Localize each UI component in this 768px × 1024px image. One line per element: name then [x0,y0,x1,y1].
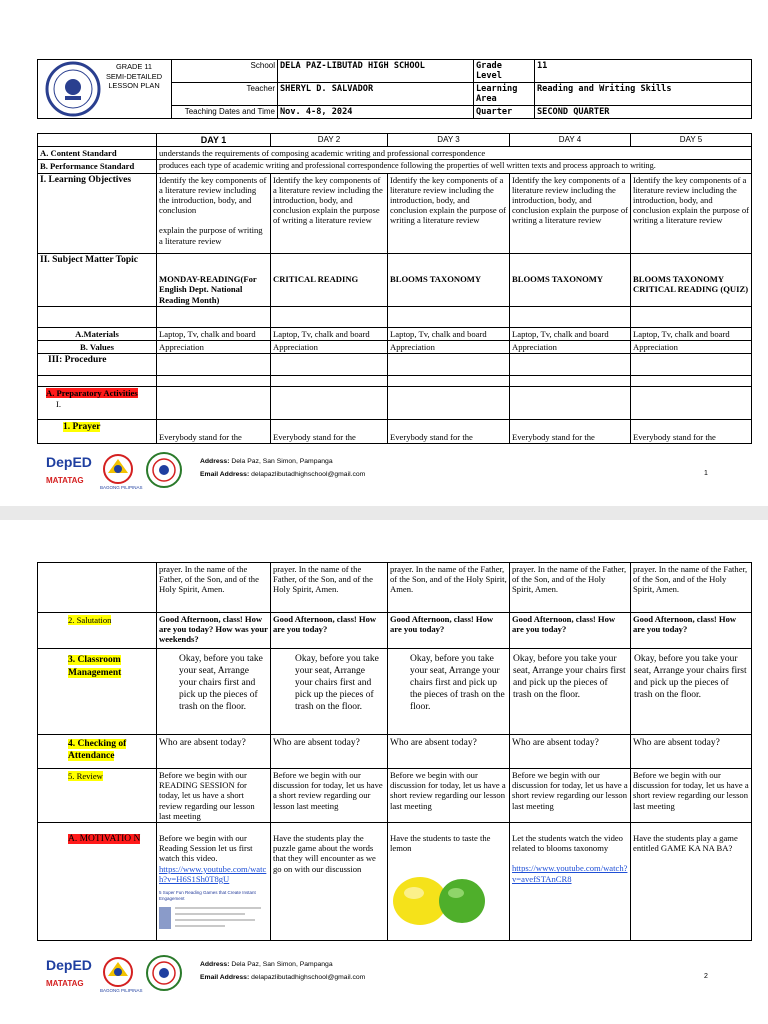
svg-text:BAGONG PILIPINAS: BAGONG PILIPINAS [100,988,143,993]
topic-day-2: CRITICAL READING [271,273,388,306]
email-value: delapazlibutadhighschool@gmail.com [251,974,366,981]
objective-day-1-a: Identify the key components of a literature review including the introduction, body, and conclusion [159,174,267,216]
address-value: Dela Paz, San Simon, Pampanga [231,961,333,968]
prayer-day-5: Everybody stand for the [631,420,752,444]
topic-day-5: BLOOMS TAXONOMY CRITICAL READING (QUIZ) [631,273,752,306]
classroom-day-5: Okay, before you take your seat, Arrange your chairs first and pick up the pieces of trash on the floor. [631,649,752,735]
values-day-1: Appreciation [157,340,271,353]
motivation-day-3 [388,823,510,941]
motivation-day-5: Have the students play a game entitled GAME KA NA BA? [631,823,752,941]
footer-logos [44,954,186,994]
plan-title-1: SEMI-DETAILED [105,71,163,81]
quarter-value: SECOND QUARTER [535,106,752,119]
objective-day-2: Identify the key components of a literature review including the introduction, body, and conclusion explain the purpose of writing a literature review [271,173,388,253]
classroom-day-4: Okay, before you take your seat, Arrange your chairs first and pick up the pieces of trash on the floor. [510,649,631,735]
classroom-management-label: 3. Classroom Management [68,655,122,678]
attendance-day-4: Who are absent today? [510,735,631,769]
materials-day-1: Laptop, Tv, chalk and board [157,327,271,340]
salutation-day-4: Good Afternoon, class! How are you today? [510,613,631,649]
dates-label: Teaching Dates and Time [172,106,278,119]
day-4-header: DAY 4 [510,134,631,147]
prayer-cont-day-3: prayer. In the name of the Father, of the Son, and of the Holy Spirit, Amen. [388,563,510,613]
grade-line: GRADE 11 [115,62,152,71]
grade-level-value: 11 [535,60,752,83]
day-1-header: DAY 1 [157,134,271,147]
school-label: School [172,60,278,83]
svg-text:MATATAG: MATATAG [46,979,84,988]
attendance-day-2: Who are absent today? [271,735,388,769]
dates-value: Nov. 4-8, 2024 [278,106,474,119]
teacher-value: SHERYL D. SALVADOR [278,83,474,106]
classroom-day-3: Okay, before you take your seat, Arrange your chairs first and pick up the pieces of trash on the floor. [388,649,510,735]
review-day-1: Before we begin with our READING SESSION for today, let us have a short review regarding our lesson last meeting [157,769,271,823]
day-2-header: DAY 2 [271,134,388,147]
salutation-day-3: Good Afternoon, class! How are you today? [388,613,510,649]
objective-day-4: Identify the key components of a literature review including the introduction, body, and conclusion explain the purpose of writing a literature review [510,173,631,253]
review-day-3: Before we begin with our discussion for today, let us have a short review regarding our lesson last meeting [388,769,510,823]
day-3-header: DAY 3 [388,134,510,147]
day-5-header: DAY 5 [631,134,752,147]
preparatory-activities-label: A. Preparatory Activities [46,388,138,399]
lemon-lime-image-icon [390,859,490,931]
materials-day-4: Laptop, Tv, chalk and board [510,327,631,340]
salutation-label: 2. Salutation [68,615,112,625]
footer-address-block [200,958,365,984]
attendance-day-3: Who are absent today? [388,735,510,769]
video-thumbnail[interactable] [159,890,268,934]
video-thumbnail-title: 5 Super Fun Reading Games that Create Instant Engagement [159,890,256,901]
preparatory-sub: I. [56,399,62,410]
deped-matatag-logo-icon [44,954,186,994]
attendance-day-1: Who are absent today? [157,735,271,769]
attendance-label: 4. Checking of Attendance [68,739,127,761]
prayer-cont-day-2: prayer. In the name of the Father, of the Son, and of the Holy Spirit, Amen. [271,563,388,613]
materials-day-5: Laptop, Tv, chalk and board [631,327,752,340]
motivation-day-4 [510,823,631,941]
svg-text:DepED: DepED [46,957,92,973]
objective-day-1-b: explain the purpose of writing a literature review [159,225,263,246]
motivation-day-4-text: Let the students watch the video related to blooms taxonomy [512,833,623,854]
quarter-label: Quarter [474,106,535,119]
prayer-day-1: Everybody stand for the [157,420,271,444]
prayer-cont-day-4: prayer. In the name of the Father, of the Son, and of the Holy Spirit, Amen. [510,563,631,613]
footer-logos [44,451,186,491]
page-2 [0,520,768,1024]
values-day-4: Appreciation [510,340,631,353]
materials-day-3: Laptop, Tv, chalk and board [388,327,510,340]
salutation-day-5: Good Afternoon, class! How are you today? [631,613,752,649]
email-value: delapazlibutadhighschool@gmail.com [251,471,366,478]
lesson-table-page-1 [37,133,752,444]
email-label: Email Address: [200,471,250,478]
motivation-day-1-text: Before we begin with our Reading Session let us first watch this video. [159,833,253,864]
grade-level-label: Grade Level [474,60,535,83]
learning-area-value: Reading and Writing Skills [535,83,752,106]
values-day-3: Appreciation [388,340,510,353]
page-number-1: 1 [704,470,708,477]
performance-standard-label: B. Performance Standard [38,160,157,173]
prayer-label: 1. Prayer [63,422,101,433]
motivation-day-3-text: Have the students to taste the lemon [390,833,491,854]
svg-text:MATATAG: MATATAG [46,476,84,485]
procedure-label: III: Procedure [38,354,157,376]
page-number-2: 2 [704,973,708,980]
review-day-5: Before we begin with our discussion for today, let us have a short review regarding our lesson last meeting [631,769,752,823]
prayer-cont-day-1: prayer. In the name of the Father, of the Son, and of the Holy Spirit, Amen. [157,563,271,613]
video-thumbnail-icon [159,903,267,933]
motivation-day-1 [157,823,271,941]
review-day-2: Before we begin with our discussion for today, let us have a short review regarding our lesson last meeting [271,769,388,823]
attendance-day-5: Who are absent today? [631,735,752,769]
content-standard-text: understands the requirements of composing academic writing and professional correspondence [157,147,752,160]
objective-day-1 [157,173,271,253]
address-label: Address: [200,961,230,968]
topic-day-3: BLOOMS TAXONOMY [388,273,510,306]
values-day-2: Appreciation [271,340,388,353]
objective-day-5: Identify the key components of a literature review including the introduction, body, and conclusion explain the purpose of writing a literature review [631,173,752,253]
learning-objectives-label: I. Learning Objectives [38,173,157,253]
salutation-day-2: Good Afternoon, class! How are you today? [271,613,388,649]
subject-matter-label: II. Subject Matter Topic [38,253,157,306]
footer-address-block [200,455,365,481]
topic-day-4: BLOOMS TAXONOMY [510,273,631,306]
svg-text:BAGONG PILIPINAS: BAGONG PILIPINAS [100,485,143,490]
plan-title-2: LESSON PLAN [108,81,160,90]
teacher-label: Teacher [172,83,278,106]
motivation-day-2: Have the students play the puzzle game about the words that they will encounter as we go on with our discussion [271,823,388,941]
prayer-day-3: Everybody stand for the [388,420,510,444]
classroom-day-1: Okay, before you take your seat, Arrange your chairs first and pick up the pieces of trash on the floor. [157,649,271,735]
svg-text:DepED: DepED [46,454,92,470]
topic-day-1: MONDAY-READING(For English Dept. National Reading Month) [157,273,271,306]
materials-label: A.Materials [38,327,157,340]
salutation-day-1: Good Afternoon, class! How are you today? How was your weekends? [157,613,271,649]
motivation-label: A. MOTIVATIO N [68,834,141,845]
header-table [37,59,752,119]
motivation-day-1-link[interactable]: https://www.youtube.com/watch?v=H6S1Sh0T8gU [159,863,267,884]
review-label: 5. Review [68,771,103,781]
values-label: B. Values [38,340,157,353]
page-1 [0,0,768,506]
materials-day-2: Laptop, Tv, chalk and board [271,327,388,340]
classroom-day-2: Okay, before you take your seat, Arrange your chairs first and pick up the pieces of trash on the floor. [271,649,388,735]
values-day-5: Appreciation [631,340,752,353]
performance-standard-text: produces each type of academic writing and professional correspondence following the properties of well written texts and process approach to writing. [157,160,752,173]
address-label: Address: [200,458,230,465]
school-value: DELA PAZ-LIBUTAD HIGH SCHOOL [278,60,474,83]
motivation-day-4-link[interactable]: https://www.youtube.com/watch?v=avefSTAnCR8 [512,863,628,884]
prayer-day-4: Everybody stand for the [510,420,631,444]
address-value: Dela Paz, San Simon, Pampanga [231,458,333,465]
objective-day-3: Identify the key components of a literature review including the introduction, body, and conclusion explain the purpose of writing a literature review [388,173,510,253]
email-label: Email Address: [200,974,250,981]
deped-matatag-logo-icon [44,451,186,491]
review-day-4: Before we begin with our discussion for today, let us have a short review regarding our lesson last meeting [510,769,631,823]
footer-page-1 [0,449,768,495]
learning-area-label: Learning Area [474,83,535,106]
content-standard-label: A. Content Standard [38,147,157,160]
lesson-table-page-2 [37,562,752,941]
prayer-cont-day-5: prayer. In the name of the Father, of the Son, and of the Holy Spirit, Amen. [631,563,752,613]
footer-page-2 [0,952,768,998]
prayer-day-2: Everybody stand for the [271,420,388,444]
